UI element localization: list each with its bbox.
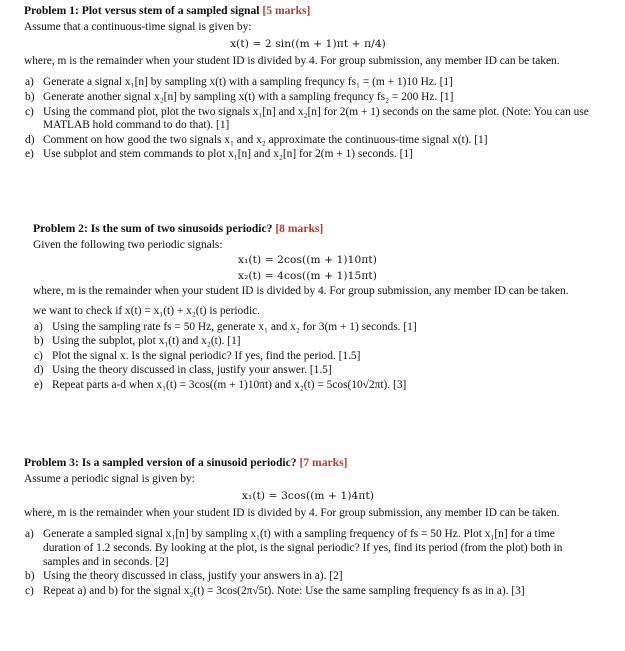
problem-1-item-e [24,148,592,162]
problem-1-item-a-label: a) [25,76,34,89]
problem-3-title-text: Problem 3: Is a sampled version of a sinusoid periodic? [24,456,297,469]
problem-2-item-d-label: d) [34,364,44,377]
problem-1-title [24,4,592,18]
problem-3-item-b [24,570,592,584]
problem-1-item-b [24,91,592,105]
problem-3-section [24,456,592,599]
problem-1-item-d [24,134,592,148]
problem-3-marks: [7 marks] [299,456,348,469]
problem-2-equation-2: x₂(t) = 4cos((m + 1)15πt) [238,269,377,282]
problem-2-item-c-label: c) [34,349,43,362]
problem-1-intro: Assume that a continuous-time signal is given by: [24,20,252,33]
problem-1-item-c [24,106,592,133]
problem-3-item-c [24,585,592,599]
problem-3-equation: x₁(t) = 3cos((m + 1)4πt) [241,490,375,503]
problem-2-item-c-text: Plot the signal x. Is the signal periodic? If yes, find the period. [1.5] [52,349,361,362]
problem-3-item-a-label: a) [25,528,34,541]
problem-3-item-c-text: Repeat a) and b) for the signal x₂(t) = 3cos(2π√5t). Note: Use the same sampling frequency fs as in a). [3] [43,584,525,597]
problem-2-item-b [33,335,593,349]
problem-1-item-d-text: Comment on how good the two signals x₁ and x₂ approximate the continuous-time signal x(t). [1] [43,133,488,146]
problem-3-item-b-label: b) [25,570,35,583]
problem-2-check: we want to check if x(t) = x₁(t) + x₂(t) is periodic. [33,304,261,317]
problem-3-item-a [24,528,592,569]
problem-2-items [33,321,593,393]
problem-2-item-e-label: e) [34,378,43,391]
problem-2-item-a [33,321,593,335]
problem-2-intro: Given the following two periodic signals: [33,238,223,251]
problem-2-title-text: Problem 2: Is the sum of two sinusoids periodic? [33,222,273,235]
problem-2-item-e-text: Repeat parts a-d when x₁(t) = 3cos((m + 1)10πt) and x₂(t) = 5cos(10√2πt). [3] [52,378,407,391]
problem-3-intro: Assume a periodic signal is given by: [24,472,195,485]
problem-1-item-b-text: Generate another signal x₂[n] by sampling x(t) with a sampling frequncy fs₂ = 200 Hz. [1] [43,90,454,103]
problem-2-equation-1: x₁(t) = 2cos((m + 1)10πt) [238,254,377,267]
problem-1-item-c-label: c) [25,105,34,118]
problem-2-item-a-label: a) [34,320,43,333]
problem-2-marks: [8 marks] [275,222,324,235]
problem-1-item-e-text: Use subplot and stem commands to plot x₁[n] and x₂[n] for 2(m + 1) seconds. [1] [43,148,413,161]
problem-1-section [24,4,592,163]
problem-2-item-a-text: Using the sampling rate fs = 50 Hz, generate x₁ and x₂ for 3(m + 1) seconds. [1] [52,320,417,333]
problem-1-items [24,76,592,162]
problem-2-item-c [33,350,593,364]
problem-2-item-b-text: Using the subplot, plot x₁(t) and x₂(t). [1] [52,335,241,348]
problem-1-item-a [24,76,592,90]
problem-2-where: where, m is the remainder when your student ID is divided by 4. For group submission, any member ID can be taken. [33,285,569,298]
problem-3-item-c-label: c) [25,584,34,597]
problem-3-title [24,456,592,470]
problem-2-item-d [33,364,593,378]
problem-2-section [33,222,593,394]
problem-1-item-e-label: e) [25,148,34,161]
problem-1-title-text: Problem 1: Plot versus stem of a sampled signal [24,4,260,17]
problem-3-where: where, m is the remainder when your student ID is divided by 4. For group submission, any member ID can be taken. [24,506,560,519]
problem-1-item-a-text: Generate a signal x₁[n] by sampling x(t) with a sampling frequncy fs₁ = (m + 1)10 Hz. [1] [43,76,453,89]
problem-3-item-b-text: Using the theory discussed in class, justify your answers in a). [2] [43,570,343,583]
problem-2-item-b-label: b) [34,335,44,348]
problem-1-item-d-label: d) [25,133,35,146]
problem-3-items [24,528,592,598]
problem-2-item-d-text: Using the theory discussed in class, justify your answer. [1.5] [52,364,332,377]
problem-1-equation: x(t) = 2 sin((m + 1)πt + π/4) [230,38,386,51]
problem-1-item-c-text: Using the command plot, plot the two signals x₁[n] and x₂[n] for 2(m + 1) seconds on the same plot. (Note: You can use MATLAB hold command to do that). [1] [43,105,589,132]
problem-3-item-a-text: Generate a sampled signal x₁[n] by sampling x₁(t) with a sampling frequency of fs = 50 Hz. Plot x₁[n] for a time duration of 1.2 seconds. By looking at the plot, is the signal periodic? If yes, find its period (from the plot) both in samples and in seconds. [2] [43,528,563,568]
problem-1-marks: [5 marks] [262,4,311,17]
problem-2-title [33,222,593,236]
problem-1-item-b-label: b) [25,90,35,103]
problem-2-item-e [33,379,593,393]
problem-1-where: where, m is the remainder when your student ID is divided by 4. For group submission, any member ID can be taken. [24,54,560,67]
